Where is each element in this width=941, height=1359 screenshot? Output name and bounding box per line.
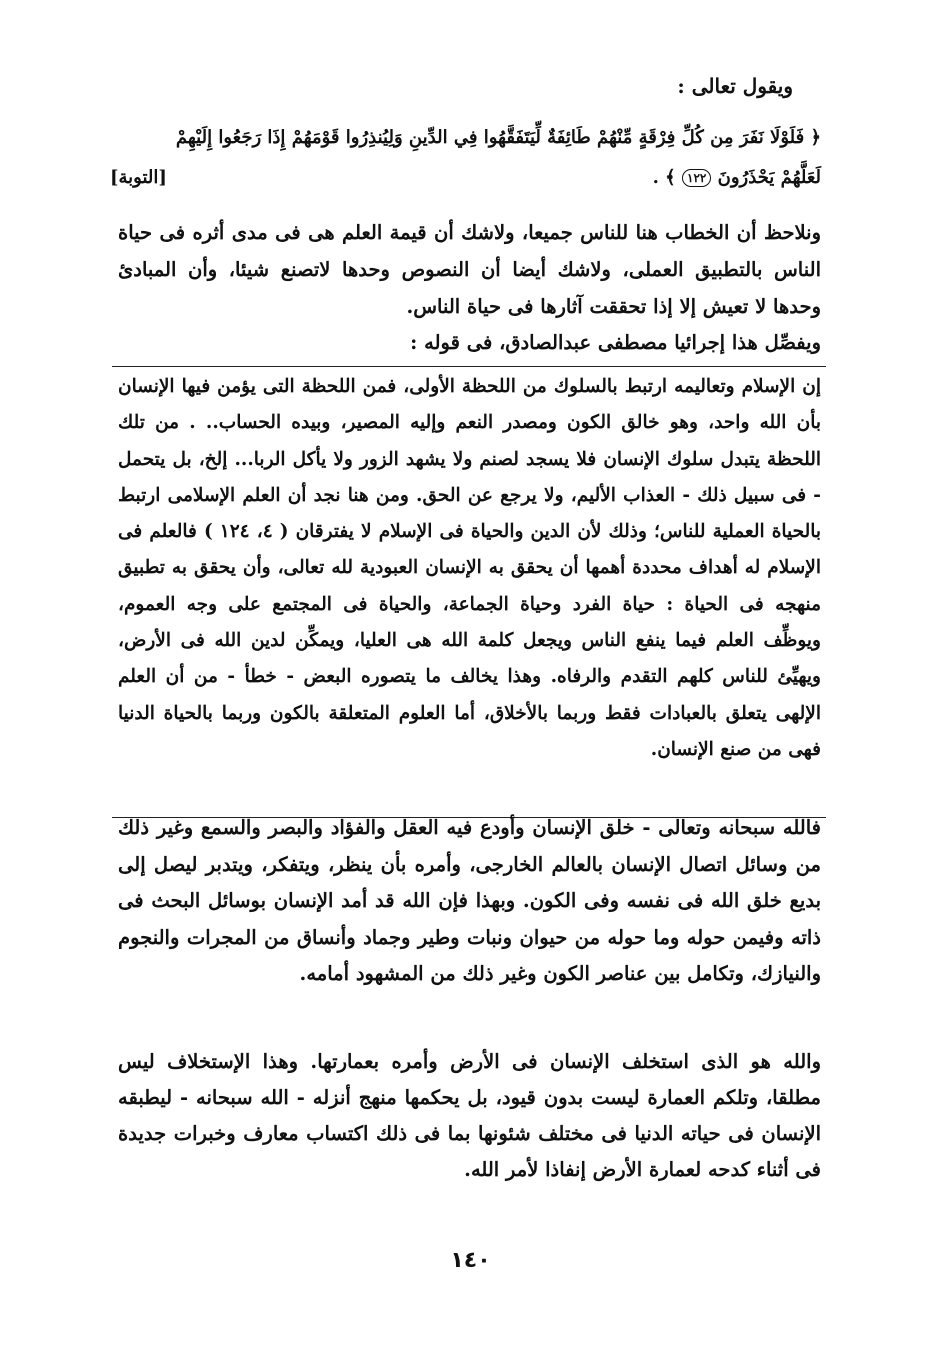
verse-line-2-text: [653, 158, 821, 198]
paragraph-3: فالله سبحانه وتعالى - خلق الإنسان وأودع فيه العقل والفؤاد والبصر والسمع وغير ذلك من وسائل اتصال الإنسان بالعالم الخارجى، وأمره بأن ينظر، ويتفكر، ويتدبر ليصل إلى بديع خلق الله فى نفسه وفى الكون. وبهذا فإن الله قد أمد الإنسان بوسائل البحث فى ذاته وفيمن حوله وما حوله من حيوان ونبات وطير وجماد وأنساق من المجرات والنجوم والنيازك، وتكامل بين عناصر الكون وغير ذلك من المشهود أمامه.: [118, 816, 821, 986]
quotation-box: [112, 366, 826, 818]
quotation-text: إن الإسلام وتعاليمه ارتبط بالسلوك من اللحظة الأولى، فمن اللحظة التى يؤمن فيها الإنسان بأن الله واحد، وهو خالق الكون ومصدر النعم وإليه المصير، وبيده الحساب.. . من تلك اللحظة يتبدل سلوك الإنسان فلا يسجد لصنم ولا يشهد الزور ولا يأكل الربا... إلخ، بل يتحمل - فى سبيل ذلك - العذاب الأليم، ولا يرجع عن الحق. ومن هنا نجد أن العلم الإسلامى ارتبط بالحياة العملية للناس؛ وذلك لأن الدين والحياة فى الإسلام لا يفترقان ( ٤، ١٢٤ ) فالعلم فى الإسلام له أهداف محددة أهمها أن يحقق به الإنسان العبودية لله تعالى، وأن يحقق به تطبيق منهجه فى الحياة : حياة الفرد وحياة الجماعة، والحياة فى المجتمع على وجه العموم، ويوظِّف العلم فيما ينفع الناس ويجعل كلمة الله هى العليا، ويمكِّن لدين الله فى الأرض، ويهيِّئ للناس كلهم التقدم والرفاه. وهذا يخالف ما يتصوره البعض - خطأ - من أن العلم الإلهى يتعلق بالعبادات فقط وربما بالأخلاق، أما العلوم المتعلقة بالكون وربما بالحياة الدنيا فهى من صنع الإنسان.: [118, 376, 821, 760]
verse-line-1: ﴿ فَلَوْلَا نَفَرَ مِن كُلِّ فِرْقَةٍ مِّنْهُمْ طَائِفَةٌ لِّيَتَفَقَّهُوا فِي الدِّينِ وَلِيُنذِرُوا قَوْمَهُمْ إِذَا رَجَعُوا إِلَيْهِمْ: [175, 127, 821, 148]
verse-closing-bracket: ﴾ .: [652, 167, 676, 188]
verse-line-2: [110, 158, 821, 198]
paragraph-1: ونلاحظ أن الخطاب هنا للناس جميعا، ولاشك أن قيمة العلم هى فى مدى أثره فى حياة الناس بالتطبيق العملى، ولاشك أيضا أن النصوص وحدها لاتصنع شيئا، وأن المبادئ وحدها لا تعيش إلا إذا تحققت آثارها فى حياة الناس.: [118, 221, 821, 318]
page-number: ١٤٠: [450, 1248, 491, 1273]
verse-ending-text: لَعَلَّهُمْ يَحْذَرُونَ: [717, 167, 821, 188]
paragraph-4: والله هو الذى استخلف الإنسان فى الأرض وأمره بعمارتها. وهذا الإستخلاف ليس مطلقا، وتلكم العمارة ليست بدون قيود، بل يحكمها منهج أنزله - الله سبحانه - ليطبقه الإنسان فى حياته الدنيا فى مختلف شئونها بما فى ذلك اكتساب معارف وخبرات جديدة فى أثناء كدحه لعمارة الأرض إنفاذا لأمر الله.: [118, 1050, 821, 1181]
ayah-number-badge: ١٢٢: [682, 169, 711, 187]
paragraph-2: ويفصِّل هذا إجرائيا مصطفى عبدالصادق، فى قوله :: [410, 331, 821, 354]
surah-reference: [التوبة]: [110, 167, 167, 188]
verse-introduction: ويقول تعالى :: [677, 74, 793, 98]
quran-verse: [110, 118, 821, 198]
